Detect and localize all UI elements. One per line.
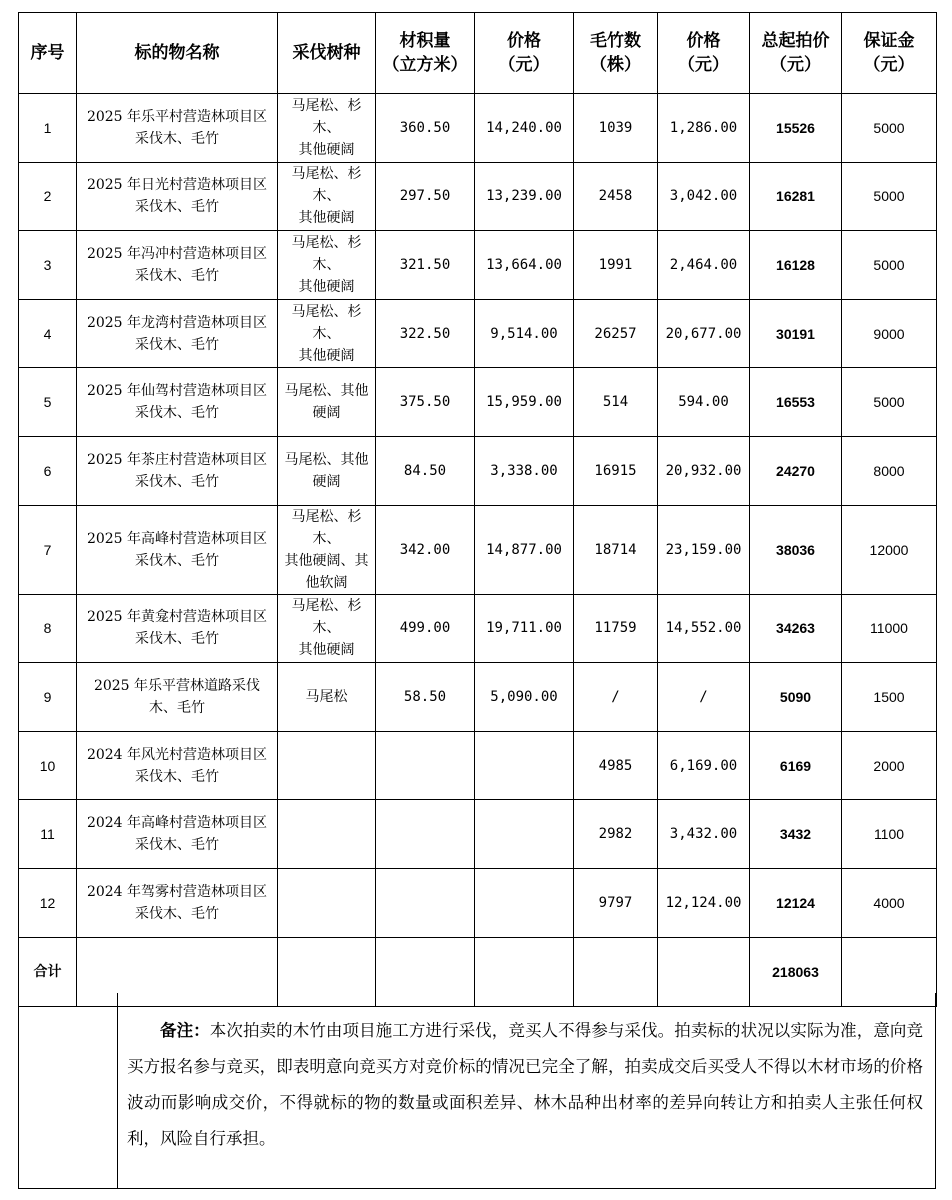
- cell-seq: [19, 436, 77, 505]
- cell-start-price: [750, 368, 842, 437]
- cell-species-line: 马尾松、杉木、: [291, 598, 362, 637]
- cell-volume-line: 375.50: [399, 394, 451, 411]
- cell-name-line: 采伐木、毛竹: [135, 405, 219, 422]
- cell-deposit: [842, 868, 937, 937]
- cell-seq-line: 7: [43, 541, 52, 558]
- table-row: [19, 594, 937, 663]
- total-label: 合计: [19, 937, 77, 1006]
- cell-deposit-line: 5000: [873, 188, 905, 205]
- cell-deposit: [842, 299, 937, 368]
- auction-table-page: [18, 12, 936, 1007]
- cell-bamboo-price: [658, 868, 750, 937]
- header-volume: 材积量 （立方米）: [376, 13, 475, 94]
- cell-start-price-line: 30191: [776, 325, 815, 342]
- cell-species-line: 其他硬阔、其: [284, 552, 369, 569]
- cell-seq: [19, 868, 77, 937]
- table-row: [19, 162, 937, 231]
- cell-species-line: 他软阔: [305, 574, 348, 591]
- header-name: 标的物名称: [77, 13, 278, 94]
- cell-species-line: 马尾松、其他: [284, 451, 369, 468]
- cell-volume: [376, 663, 475, 732]
- cell-name-line: 2024 年风光村营造林项目区: [86, 746, 268, 763]
- cell-volume-line: 360.50: [399, 119, 451, 136]
- cell-seq: [19, 731, 77, 800]
- table-row: [19, 231, 937, 300]
- cell-volume-line: 84.50: [403, 462, 447, 479]
- header-deposit: 保证金 （元）: [842, 13, 937, 94]
- table-row: [19, 368, 937, 437]
- cell-timber-price: [475, 505, 574, 594]
- cell-deposit-line: 8000: [873, 462, 905, 479]
- cell-seq-line: 12: [39, 894, 56, 911]
- cell-species: [278, 162, 376, 231]
- cell-bamboo-count-line: 9797: [598, 894, 633, 911]
- cell-bamboo-count: [574, 594, 658, 663]
- cell-bamboo-count: [574, 800, 658, 869]
- cell-bamboo-price-line: 20,677.00: [665, 325, 742, 342]
- cell-species-line: 硬阔: [312, 473, 341, 490]
- cell-volume: [376, 436, 475, 505]
- cell-bamboo-price: [658, 663, 750, 732]
- cell-name-line: 采伐木、毛竹: [135, 631, 219, 648]
- cell-timber-price: [475, 94, 574, 163]
- cell-start-price: [750, 94, 842, 163]
- cell-volume-line: 499.00: [399, 620, 451, 637]
- cell-name-line: 采伐木、毛竹: [135, 552, 219, 569]
- cell-bamboo-price: [658, 800, 750, 869]
- cell-name-line: 采伐木、毛竹: [135, 130, 219, 147]
- cell-species-line: 马尾松、杉木、: [291, 234, 362, 273]
- cell-name-line: 2025 年日光村营造林项目区: [86, 177, 268, 194]
- cell-species: [278, 94, 376, 163]
- auction-lot-table: [18, 12, 937, 1007]
- cell-timber-price: [475, 800, 574, 869]
- cell-species: [278, 731, 376, 800]
- cell-name-line: 2025 年冯冲村营造林项目区: [86, 245, 268, 262]
- cell-name: [77, 94, 278, 163]
- cell-bamboo-count-line: /: [611, 688, 620, 705]
- cell-start-price-line: 6169: [779, 757, 812, 774]
- cell-deposit: [842, 800, 937, 869]
- cell-start-price: [750, 663, 842, 732]
- cell-deposit: [842, 368, 937, 437]
- cell-volume: [376, 505, 475, 594]
- cell-bamboo-count: [574, 299, 658, 368]
- cell-volume: [376, 368, 475, 437]
- cell-bamboo-count-line: 16915: [594, 462, 637, 479]
- cell-start-price-line: 24270: [776, 462, 815, 479]
- cell-name: [77, 731, 278, 800]
- cell-timber-price: [475, 436, 574, 505]
- cell-start-price-line: 5090: [779, 688, 812, 705]
- cell-bamboo-price-line: 594.00: [678, 394, 729, 411]
- remark-body: 本次拍卖的木竹由项目施工方进行采伐，竞买人不得参与采伐。拍卖标的状况以实际为准，意向竞买方报名参与竞买，即表明意向竞买方对竞价标的情况已完全了解，拍卖成交后买受人不得以木材市场的价格波动而影响成交价，不得就标的物的数量或面积差异、林木品种出材率的差异向转让方和拍卖人主张任何权利，风险自行承担。: [127, 1021, 924, 1148]
- cell-start-price: [750, 731, 842, 800]
- cell-bamboo-price-line: 1,286.00: [669, 119, 738, 136]
- cell-bamboo-count: [574, 731, 658, 800]
- cell-name: [77, 594, 278, 663]
- cell-name-line: 2025 年龙湾村营造林项目区: [86, 314, 268, 331]
- cell-volume: [376, 94, 475, 163]
- cell-volume-line: 322.50: [399, 325, 451, 342]
- cell-bamboo-count-line: 2982: [598, 826, 633, 843]
- cell-bamboo-price-line: 14,552.00: [665, 620, 742, 637]
- cell-deposit: [842, 594, 937, 663]
- cell-species: [278, 868, 376, 937]
- cell-bamboo-count-line: 4985: [598, 757, 633, 774]
- cell-start-price-line: 16553: [776, 394, 815, 411]
- cell-deposit-line: 5000: [873, 394, 905, 411]
- cell-species: [278, 368, 376, 437]
- table-row: [19, 731, 937, 800]
- cell-seq-line: 11: [40, 826, 55, 843]
- cell-bamboo-price: [658, 162, 750, 231]
- cell-deposit: [842, 162, 937, 231]
- cell-name-line: 2025 年高峰村营造林项目区: [86, 530, 268, 547]
- cell-bamboo-count: [574, 162, 658, 231]
- cell-seq: [19, 231, 77, 300]
- cell-timber-price: [475, 231, 574, 300]
- cell-timber-price-line: 14,877.00: [486, 541, 562, 558]
- cell-seq-line: 5: [43, 394, 52, 411]
- cell-timber-price: [475, 731, 574, 800]
- cell-bamboo-count-line: 18714: [594, 541, 637, 558]
- cell-species: [278, 231, 376, 300]
- cell-volume: [376, 231, 475, 300]
- cell-species-line: 其他硬阔: [298, 210, 355, 227]
- cell-species-line: 马尾松、杉木、: [291, 166, 362, 205]
- cell-seq: [19, 800, 77, 869]
- cell-bamboo-price: [658, 594, 750, 663]
- table-row: [19, 436, 937, 505]
- cell-bamboo-price: [658, 505, 750, 594]
- cell-species-line: 马尾松、其他: [284, 383, 369, 400]
- cell-species: [278, 299, 376, 368]
- cell-bamboo-price: [658, 436, 750, 505]
- cell-bamboo-price-line: 3,432.00: [669, 826, 738, 843]
- cell-name-line: 采伐木、毛竹: [135, 336, 219, 353]
- cell-seq: [19, 594, 77, 663]
- cell-bamboo-price: [658, 368, 750, 437]
- cell-bamboo-price-line: 23,159.00: [665, 541, 742, 558]
- cell-seq-line: 3: [43, 256, 52, 273]
- cell-start-price: [750, 505, 842, 594]
- cell-species: [278, 594, 376, 663]
- cell-start-price: [750, 162, 842, 231]
- cell-name: [77, 505, 278, 594]
- cell-bamboo-count-line: 1991: [598, 256, 633, 273]
- cell-start-price: [750, 868, 842, 937]
- cell-bamboo-price: [658, 299, 750, 368]
- cell-name: [77, 162, 278, 231]
- cell-deposit-line: 1100: [873, 826, 905, 843]
- cell-name: [77, 868, 278, 937]
- cell-bamboo-price: [658, 731, 750, 800]
- cell-name-line: 木、毛竹: [149, 699, 205, 716]
- cell-species-line: 其他硬阔: [298, 278, 355, 295]
- cell-seq-line: 8: [43, 620, 52, 637]
- cell-species-line: 马尾松、杉木、: [291, 97, 362, 136]
- cell-bamboo-price-line: 12,124.00: [665, 894, 742, 911]
- cell-species-line: 其他硬阔: [298, 642, 355, 659]
- cell-species-line: 其他硬阔: [298, 347, 355, 364]
- cell-species-line: 马尾松、杉木、: [291, 508, 362, 547]
- cell-bamboo-price-line: 3,042.00: [669, 188, 738, 205]
- cell-bamboo-count: [574, 868, 658, 937]
- cell-bamboo-count: [574, 231, 658, 300]
- cell-start-price-line: 38036: [776, 541, 815, 558]
- cell-bamboo-count-line: 26257: [594, 325, 637, 342]
- cell-timber-price-line: 15,959.00: [486, 394, 562, 411]
- cell-timber-price: [475, 868, 574, 937]
- cell-deposit-line: 1500: [873, 688, 905, 705]
- cell-seq: [19, 505, 77, 594]
- cell-start-price-line: 12124: [776, 894, 815, 911]
- cell-species: [278, 436, 376, 505]
- header-row: [19, 13, 937, 94]
- cell-name: [77, 663, 278, 732]
- cell-bamboo-count: [574, 663, 658, 732]
- cell-deposit: [842, 231, 937, 300]
- cell-name-line: 采伐木、毛竹: [135, 473, 219, 490]
- cell-name-line: 采伐木、毛竹: [135, 837, 219, 854]
- cell-bamboo-count-line: 1039: [598, 119, 633, 136]
- cell-species-line: 硬阔: [312, 405, 341, 422]
- cell-deposit-line: 5000: [873, 119, 905, 136]
- table-row: [19, 663, 937, 732]
- cell-name-line: 2025 年乐平营林道路采伐: [93, 677, 261, 694]
- total-start-price: 218063: [750, 937, 842, 1006]
- cell-timber-price-line: 14,240.00: [486, 119, 562, 136]
- cell-seq: [19, 162, 77, 231]
- cell-volume: [376, 594, 475, 663]
- table-row: [19, 800, 937, 869]
- cell-name: [77, 299, 278, 368]
- cell-bamboo-count-line: 514: [602, 394, 629, 411]
- cell-name: [77, 800, 278, 869]
- cell-bamboo-price-line: 2,464.00: [669, 256, 738, 273]
- cell-timber-price: [475, 368, 574, 437]
- cell-deposit: [842, 436, 937, 505]
- header-species: 采伐树种: [278, 13, 376, 94]
- cell-start-price-line: 16281: [776, 188, 815, 205]
- remark-label: 备注：: [160, 1021, 210, 1040]
- remark-paragraph: [127, 1013, 923, 1157]
- cell-deposit-line: 4000: [873, 894, 905, 911]
- cell-timber-price-line: 19,711.00: [486, 620, 562, 637]
- cell-start-price-line: 16128: [776, 256, 815, 273]
- cell-timber-price: [475, 299, 574, 368]
- header-bamboo-count: 毛竹数 （株）: [574, 13, 658, 94]
- cell-seq-line: 4: [43, 325, 52, 342]
- cell-start-price: [750, 436, 842, 505]
- cell-name-line: 2025 年乐平村营造林项目区: [86, 108, 268, 125]
- cell-deposit-line: 9000: [873, 325, 905, 342]
- cell-name-line: 2025 年黄龛村营造林项目区: [86, 609, 268, 626]
- cell-seq: [19, 299, 77, 368]
- header-timber-price: 价格 （元）: [475, 13, 574, 94]
- cell-species-line: 其他硬阔: [298, 141, 355, 158]
- cell-start-price: [750, 594, 842, 663]
- cell-start-price-line: 34263: [776, 620, 815, 637]
- cell-bamboo-price-line: 6,169.00: [669, 757, 738, 774]
- cell-name-line: 2025 年仙驾村营造林项目区: [86, 383, 268, 400]
- cell-species-line: 马尾松、杉木、: [291, 303, 362, 342]
- table-row: [19, 505, 937, 594]
- cell-start-price-line: 15526: [776, 119, 815, 136]
- cell-bamboo-count-line: 2458: [598, 188, 633, 205]
- cell-seq: [19, 368, 77, 437]
- cell-seq-line: 2: [43, 188, 52, 205]
- header-start-price: 总起拍价 （元）: [750, 13, 842, 94]
- cell-deposit: [842, 505, 937, 594]
- cell-name: [77, 436, 278, 505]
- cell-bamboo-price: [658, 94, 750, 163]
- cell-seq-line: 1: [43, 119, 52, 136]
- cell-volume: [376, 868, 475, 937]
- cell-species: [278, 800, 376, 869]
- cell-deposit-line: 12000: [869, 541, 909, 558]
- cell-volume-line: 58.50: [403, 688, 447, 705]
- cell-bamboo-price-line: /: [699, 688, 708, 705]
- cell-timber-price: [475, 663, 574, 732]
- cell-name-line: 2024 年驾雾村营造林项目区: [86, 883, 268, 900]
- cell-deposit: [842, 663, 937, 732]
- cell-timber-price-line: 5,090.00: [490, 688, 558, 705]
- cell-timber-price: [475, 162, 574, 231]
- cell-name: [77, 368, 278, 437]
- cell-bamboo-price: [658, 231, 750, 300]
- cell-deposit-line: 11000: [870, 620, 908, 637]
- cell-bamboo-count: [574, 368, 658, 437]
- cell-start-price: [750, 800, 842, 869]
- cell-start-price-line: 3432: [779, 826, 812, 843]
- cell-bamboo-count: [574, 505, 658, 594]
- cell-bamboo-count-line: 11759: [594, 620, 637, 637]
- cell-bamboo-count: [574, 94, 658, 163]
- cell-bamboo-price-line: 20,932.00: [665, 462, 742, 479]
- cell-volume: [376, 731, 475, 800]
- cell-volume: [376, 800, 475, 869]
- cell-start-price: [750, 299, 842, 368]
- header-bamboo-price: 价格 （元）: [658, 13, 750, 94]
- cell-start-price: [750, 231, 842, 300]
- cell-volume-line: 321.50: [399, 256, 451, 273]
- header-seq: 序号: [19, 13, 77, 94]
- cell-name-line: 采伐木、毛竹: [135, 768, 219, 785]
- cell-deposit: [842, 94, 937, 163]
- cell-volume-line: 297.50: [399, 188, 451, 205]
- cell-name: [77, 231, 278, 300]
- cell-species: [278, 505, 376, 594]
- cell-timber-price-line: 3,338.00: [490, 462, 558, 479]
- cell-seq-line: 10: [39, 757, 56, 774]
- table-row: [19, 299, 937, 368]
- cell-seq-line: 9: [43, 688, 52, 705]
- cell-bamboo-count: [574, 436, 658, 505]
- cell-volume: [376, 299, 475, 368]
- cell-name-line: 2024 年高峰村营造林项目区: [86, 815, 268, 832]
- cell-timber-price-line: 13,239.00: [486, 188, 562, 205]
- cell-species: [278, 663, 376, 732]
- cell-timber-price: [475, 594, 574, 663]
- cell-seq-line: 6: [43, 462, 52, 479]
- table-row: [19, 868, 937, 937]
- cell-name-line: 采伐木、毛竹: [135, 905, 219, 922]
- cell-seq: [19, 94, 77, 163]
- table-row: [19, 94, 937, 163]
- cell-species-line: 马尾松: [305, 688, 348, 705]
- cell-volume: [376, 162, 475, 231]
- cell-name-line: 采伐木、毛竹: [135, 267, 219, 284]
- cell-timber-price-line: 13,664.00: [486, 256, 562, 273]
- cell-name-line: 采伐木、毛竹: [135, 199, 219, 216]
- remark-box: [18, 993, 936, 1189]
- cell-deposit: [842, 731, 937, 800]
- cell-volume-line: 342.00: [399, 541, 451, 558]
- cell-name-line: 2025 年茶庄村营造林项目区: [86, 451, 268, 468]
- cell-seq: [19, 663, 77, 732]
- cell-deposit-line: 5000: [873, 256, 905, 273]
- cell-deposit-line: 2000: [873, 757, 905, 774]
- remark-divider: [117, 993, 118, 1188]
- cell-timber-price-line: 9,514.00: [490, 325, 558, 342]
